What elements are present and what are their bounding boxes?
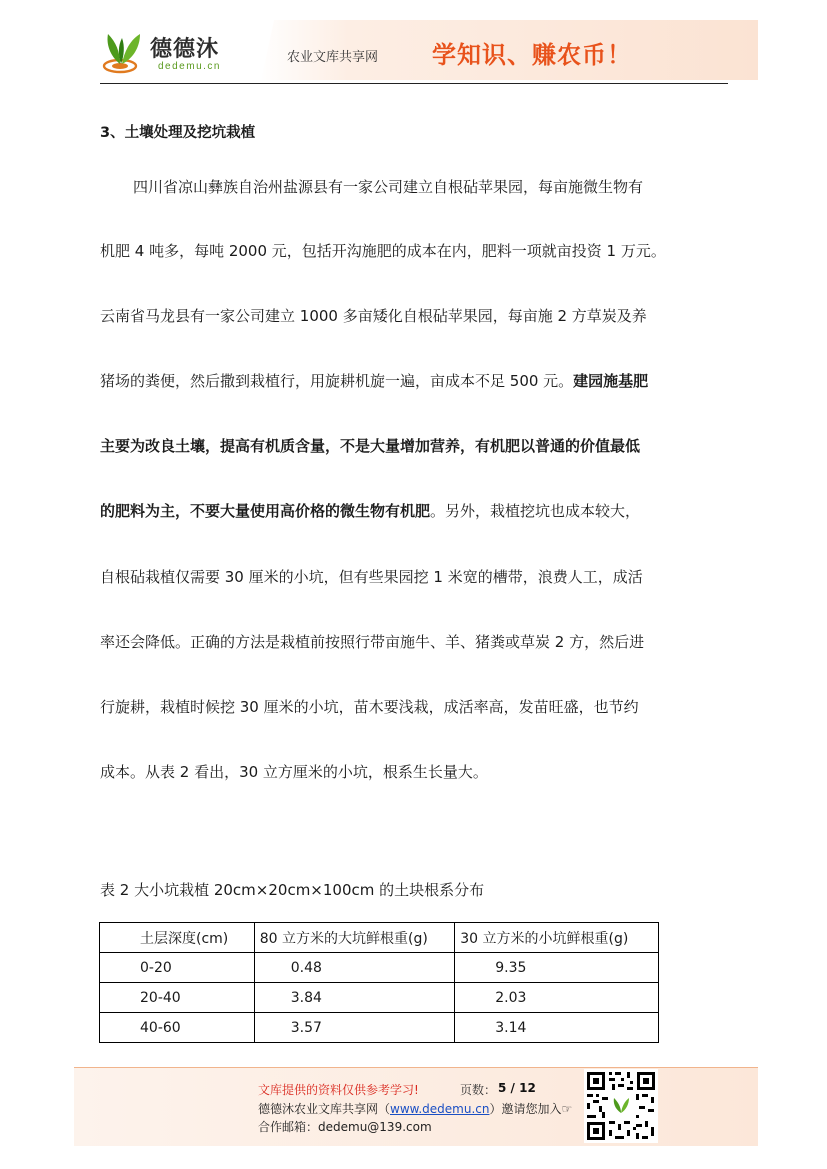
paragraph-line <box>100 435 640 456</box>
logo-name: 德德沐 <box>150 36 220 62</box>
table-header-row <box>100 923 659 953</box>
site-link[interactable]: www.dedemu.cn <box>390 1102 490 1116</box>
table-cell: 3.57 <box>254 1013 454 1043</box>
footer-site-line <box>258 1100 572 1117</box>
footer-site-prefix: 德德沐农业文库共享网（ <box>258 1102 391 1116</box>
paragraph-bold-text: 主要为改良土壤，提高有机质含量，不是大量增加营养，有机肥以普通的价值最低 <box>100 437 641 455</box>
paragraph-line: 自根砧栽植仅需要 30 厘米的小坑，但有些果园挖 1 米宽的槽带，浪费人工，成活 <box>100 568 643 586</box>
paragraph-line: 云南省马龙县有一家公司建立 1000 多亩矮化自根砧苹果园，每亩施 2 方草炭及养 <box>100 307 647 325</box>
paragraph-line: 成本。从表 2 看出，30 立方厘米的小坑，根系生长量大。 <box>100 763 488 781</box>
section-title: 3、土壤处理及挖坑栽植 <box>100 125 256 141</box>
paragraph-text: 。另外，栽植挖坑也成本较大， <box>430 502 641 520</box>
header-divider <box>100 83 728 84</box>
paragraph-line: 机肥 4 吨多，每吨 2000 元，包括开沟施肥的成本在内，肥料一项就亩投资 1 万元。 <box>100 242 666 260</box>
table-cell: 20-40 <box>100 983 255 1013</box>
footer-email: 合作邮箱：dedemu@139.com <box>258 1120 432 1134</box>
table-cell: 40-60 <box>100 1013 255 1043</box>
table-cell: 3.84 <box>254 983 454 1013</box>
logo-domain: dedemu.cn <box>158 61 221 72</box>
table-cell: 3.14 <box>455 1013 659 1043</box>
page-header <box>0 0 827 90</box>
paragraph-line: 四川省凉山彝族自治州盐源县有一家公司建立自根砧苹果园，每亩施微生物有 <box>133 178 644 196</box>
page-count: 5 / 12 <box>498 1081 536 1095</box>
table-caption: 表 2 大小坑栽植 20cm×20cm×100cm 的土块根系分布 <box>100 881 485 899</box>
site-slogan: 学知识、赚农币！ <box>432 40 632 69</box>
table-cell: 0.48 <box>254 953 454 983</box>
paragraph-line <box>100 370 648 391</box>
table-header-cell: 土层深度(cm) <box>100 923 255 953</box>
table-cell: 9.35 <box>455 953 659 983</box>
paragraph-line: 率还会降低。正确的方法是栽植前按照行带亩施牛、羊、猪粪或草炭 2 方，然后进 <box>100 633 645 651</box>
page-count-label: 页数： <box>460 1083 497 1097</box>
paragraph-line <box>100 500 640 521</box>
paragraph-bold-text: 的肥料为主，不要大量使用高价格的微生物有机肥 <box>100 502 431 520</box>
table-row <box>100 983 659 1013</box>
site-name: 农业文库共享网 <box>287 50 379 65</box>
table-cell: 2.03 <box>455 983 659 1013</box>
logo-leaf-icon <box>100 30 146 74</box>
footer-site-suffix: ）邀请您加入☞ <box>489 1102 573 1116</box>
table-cell: 0-20 <box>100 953 255 983</box>
site-logo[interactable] <box>100 30 260 78</box>
paragraph-text: 猪场的粪便，然后撒到栽植行，用旋耕机旋一遍，亩成本不足 500 元。 <box>100 372 574 390</box>
table-row <box>100 1013 659 1043</box>
paragraph-line: 行旋耕，栽植时候挖 30 厘米的小坑，苗木要浅栽，成活率高，发苗旺盛，也节约 <box>100 698 639 716</box>
footer-note: 文库提供的资料仅供参考学习! <box>258 1083 419 1097</box>
table-header-cell: 80 立方米的大坑鲜根重(g) <box>254 923 454 953</box>
table-header-cell: 30 立方米的小坑鲜根重(g) <box>455 923 659 953</box>
table-row <box>100 953 659 983</box>
paragraph-bold-text: 建园施基肥 <box>573 372 649 390</box>
qr-code-icon[interactable] <box>584 1069 658 1143</box>
root-distribution-table <box>99 922 659 1043</box>
